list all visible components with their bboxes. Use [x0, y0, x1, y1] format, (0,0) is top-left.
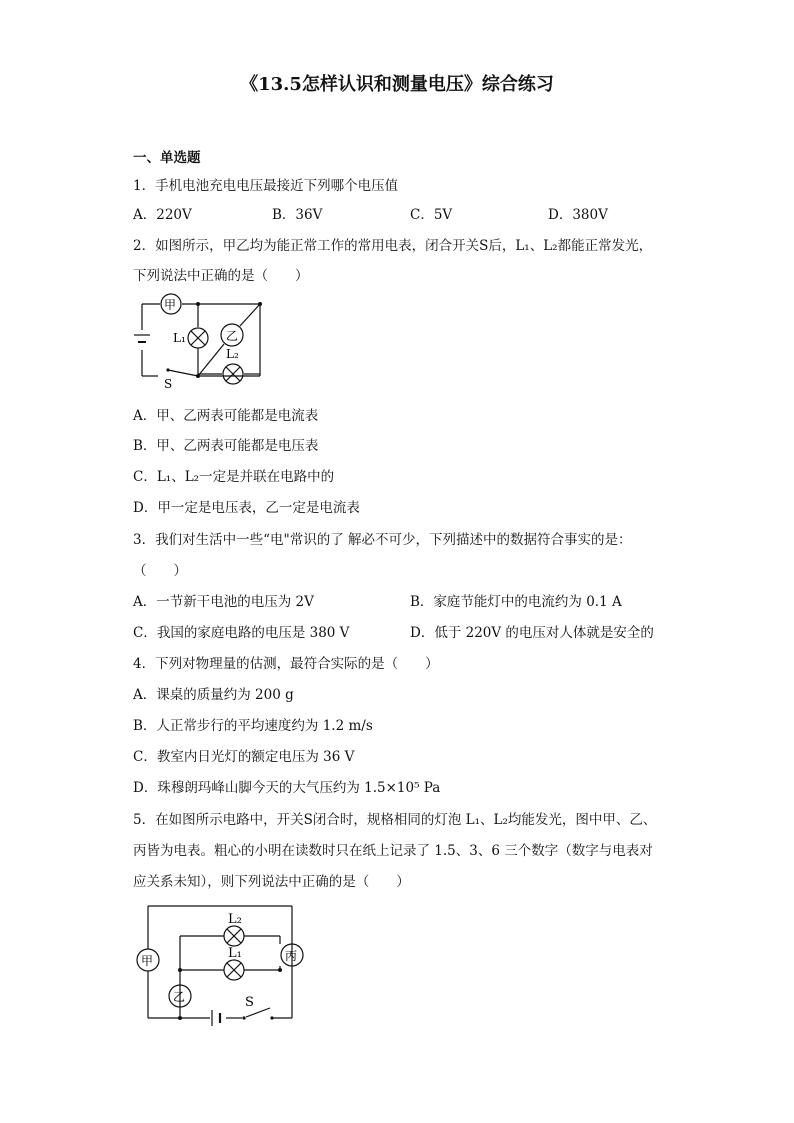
- q1-option-a: A．220V: [133, 207, 192, 223]
- q2-stem-line1: 2．如图所示，甲乙均为能正常工作的常用电表，闭合开关S后，L₁、L₂都能正常发光，: [133, 238, 653, 254]
- q1-option-b: B．36V: [272, 207, 323, 223]
- q2-circuit-diagram: [128, 290, 278, 390]
- q5-switch-label: S: [245, 995, 254, 1010]
- section-heading: 一、单选题: [133, 150, 201, 166]
- q5-stem-line1: 5．在如图所示电路中，开关S闭合时，规格相同的灯泡 L₁、L₂均能发光，图中甲、乙、: [133, 812, 657, 828]
- q4-option-d: D．珠穆朗玛峰山脚今天的大气压约为 1.5×10⁵ Pa: [133, 780, 441, 796]
- q1-stem: 1．手机电池充电电压最接近下列哪个电压值: [133, 178, 399, 194]
- q2-stem-line2: 下列说法中正确的是（ ）: [133, 268, 309, 284]
- q2-lamp-l2-label: L₂: [226, 347, 239, 361]
- q5-meter-bing-label: 丙: [285, 949, 298, 963]
- q4-option-a: A．课桌的质量约为 200 g: [133, 687, 294, 703]
- q3-option-a: A．一节新干电池的电压为 2V: [133, 594, 314, 610]
- q5-stem-line3: 应关系未知），则下列说法中正确的是（ ）: [133, 874, 410, 890]
- q3-option-b: B．家庭节能灯中的电流约为 0.1 A: [410, 594, 622, 610]
- q2-lamp-l1-label: L₁: [173, 331, 186, 345]
- q5-circuit-diagram: [132, 898, 312, 1028]
- q4-option-b: B．人正常步行的平均速度约为 1.2 m/s: [133, 718, 373, 734]
- q3-stem-line1: 3．我们对生活中一些“电"常识的了 解必不可少，下列描述中的数据符合事实的是：: [133, 532, 632, 548]
- q2-switch-label: S: [164, 377, 173, 390]
- q5-lamp-l2-label: L₂: [228, 912, 242, 927]
- q5-meter-yi-label: 乙: [173, 990, 186, 1004]
- q1-option-c: C．5V: [410, 207, 453, 223]
- q5-lamp-l1-label: L₁: [228, 946, 242, 961]
- q2-option-a: A．甲、乙两表可能都是电流表: [133, 408, 319, 424]
- q2-meter-jia-label: 甲: [164, 298, 177, 312]
- q3-option-d: D．低于 220V 的电压对人体就是安全的: [410, 625, 654, 641]
- q4-stem: 4．下列对物理量的估测，最符合实际的是（ ）: [133, 656, 439, 672]
- q5-meter-jia-label: 甲: [141, 954, 154, 968]
- q2-option-c: C．L₁、L₂一定是并联在电路中的: [133, 469, 335, 485]
- q1-option-d: D．380V: [548, 207, 608, 223]
- q5-stem-line2: 丙皆为电表。粗心的小明在读数时只在纸上记录了 1.5、3、6 三个数字（数字与电表对: [133, 843, 653, 859]
- q2-option-b: B．甲、乙两表可能都是电压表: [133, 438, 319, 454]
- q4-option-c: C．教室内日光灯的额定电压为 36 V: [133, 749, 355, 765]
- q3-stem-line2: （ ）: [133, 563, 187, 579]
- q2-meter-yi-label: 乙: [226, 329, 239, 343]
- q2-option-d: D．甲一定是电压表，乙一定是电流表: [133, 500, 360, 516]
- page-title: 《13.5怎样认识和测量电压》综合练习: [240, 74, 554, 95]
- q3-option-c: C．我国的家庭电路的电压是 380 V: [133, 625, 350, 641]
